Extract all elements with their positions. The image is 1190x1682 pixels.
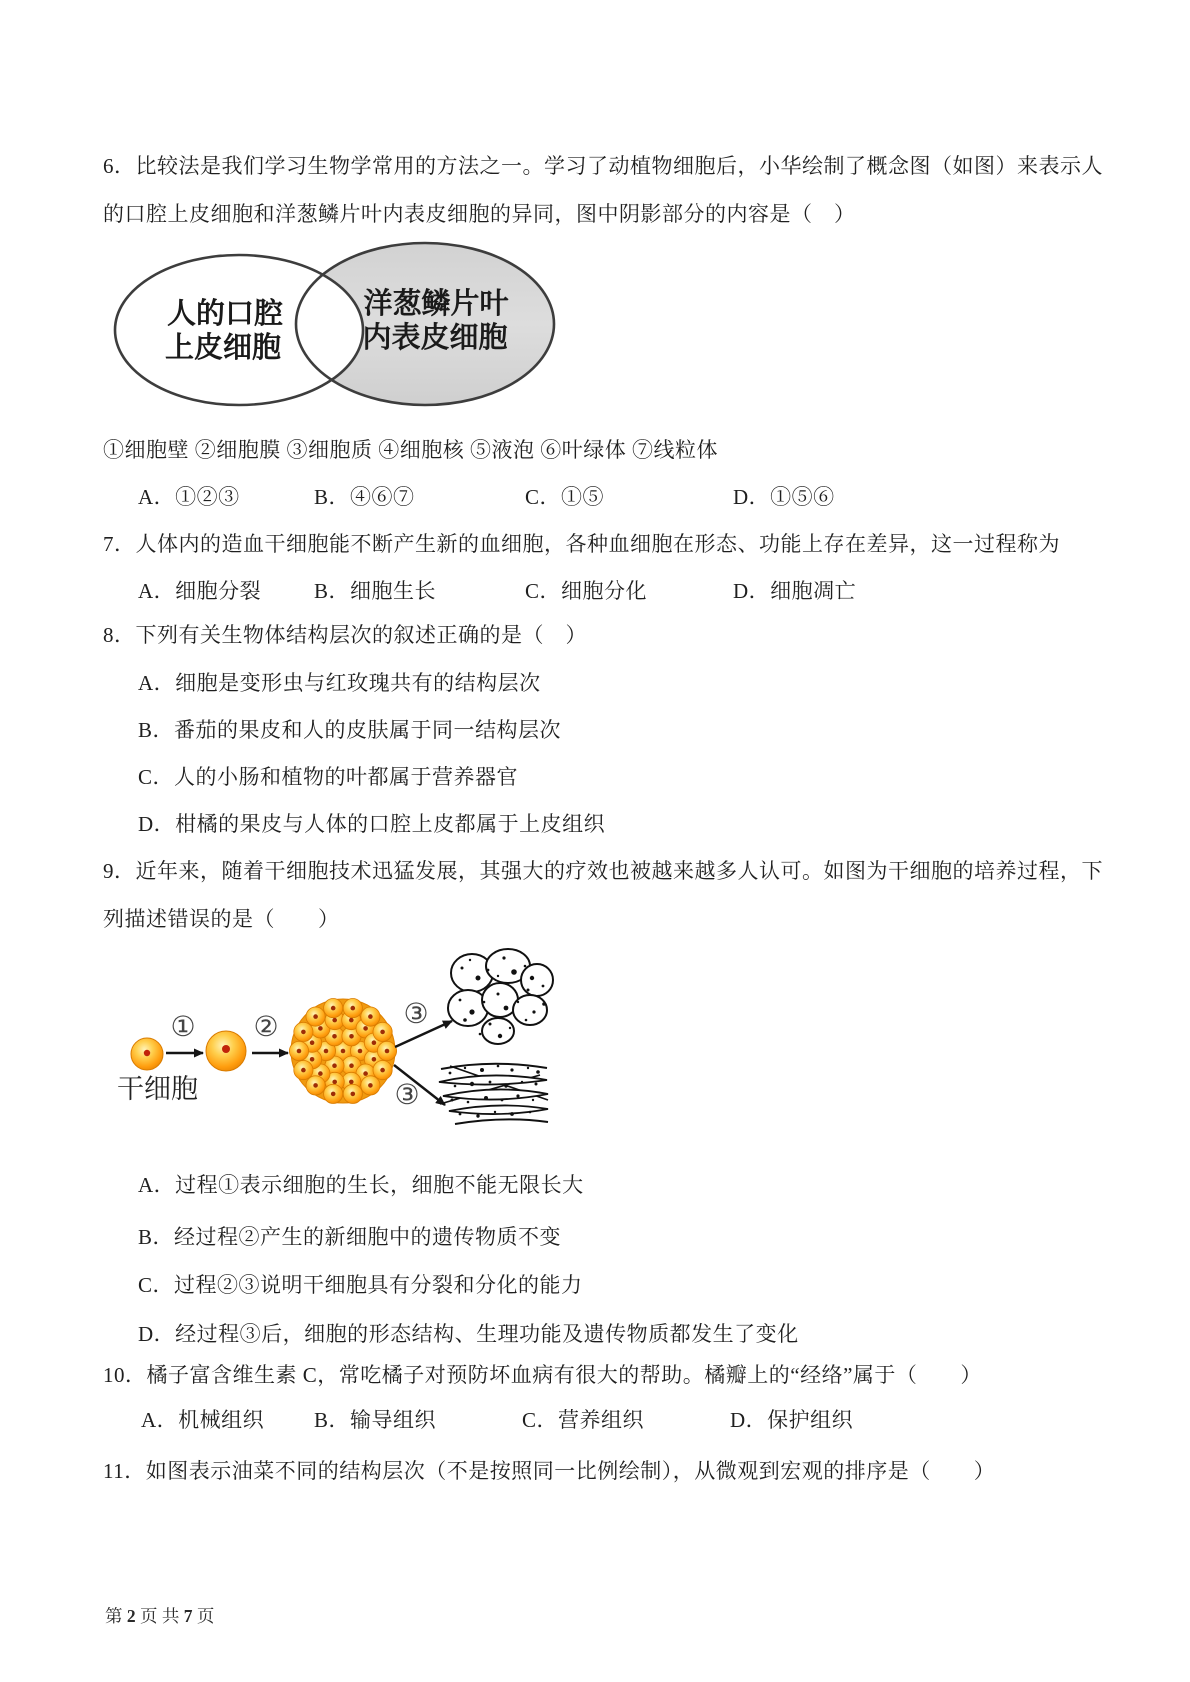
venn-diagram [100,220,570,412]
stem-cell-figure [100,928,590,1133]
process-1-label: ① [170,1012,196,1043]
q6-line-2: 的口腔上皮细胞和洋葱鳞片叶内表皮细胞的异同，图中阴影部分的内容是（ ） [103,202,856,226]
q6-option-a: A．①②③ [138,485,240,509]
footer-text-mid: 页 共 [135,1606,184,1626]
q8-option-b: B．番茄的果皮和人的皮肤属于同一结构层次 [138,718,562,742]
process-3-upper-label: ③ [403,999,429,1030]
q10-option-b: B．输导组织 [314,1408,437,1432]
q7-option-a: A．细胞分裂 [138,579,262,603]
q6-line-1: 6．比较法是我们学习生物学常用的方法之一。学习了动植物细胞后，小华绘制了概念图（如图）来表示人 [103,154,1103,178]
stem-cell-caption: 干细胞 [117,1074,198,1104]
footer-total-pages: 7 [183,1606,193,1626]
process-3-lower-label: ③ [394,1080,420,1111]
q10-line-1: 10．橘子富含维生素 C，常吃橘子对预防坏血病有很大的帮助。橘瓣上的“经络”属于（ ） [103,1363,982,1387]
q7-option-d: D．细胞凋亡 [733,579,857,603]
venn-left-label-line2: 上皮细胞 [164,332,282,364]
q6-option-d: D．①⑤⑥ [733,485,835,509]
q9-option-d: D．经过程③后，细胞的形态结构、生理功能及遗传物质都发生了变化 [138,1322,799,1346]
venn-right-label-line1: 洋葱鳞片叶 [363,288,509,320]
q9-line-1: 9．近年来，随着干细胞技术迅猛发展，其强大的疗效也被越来越多人认可。如图为干细胞的培养过程，下 [103,859,1103,883]
q9-option-a: A．过程①表示细胞的生长，细胞不能无限长大 [138,1173,584,1197]
q11-line-1: 11．如图表示油菜不同的结构层次（不是按照同一比例绘制），从微观到宏观的排序是（ ） [103,1459,996,1483]
q10-option-a: A．机械组织 [141,1408,265,1432]
tissue-spindle-cells [439,1064,548,1124]
page-footer [105,1603,214,1628]
q8-line-1: 8．下列有关生物体结构层次的叙述正确的是（ ） [103,623,587,647]
q8-option-a: A．细胞是变形虫与红玫瑰共有的结构层次 [138,671,541,695]
stem-cell-grown [206,1031,246,1071]
q9-option-b: B．经过程②产生的新细胞中的遗传物质不变 [138,1225,562,1249]
q9-option-c: C．过程②③说明干细胞具有分裂和分化的能力 [138,1273,583,1297]
q6-legend: ①细胞壁 ②细胞膜 ③细胞质 ④细胞核 ⑤液泡 ⑥叶绿体 ⑦线粒体 [103,438,718,462]
q6-option-b: B．④⑥⑦ [314,485,415,509]
cell-cluster [289,999,396,1104]
q7-line-1: 7．人体内的造血干细胞能不断产生新的血细胞，各种血细胞在形态、功能上存在差异，这一过程称为 [103,532,1060,556]
q8-option-d: D．柑橘的果皮与人体的口腔上皮都属于上皮组织 [138,812,606,836]
footer-text: 第 [105,1606,127,1626]
q10-option-d: D．保护组织 [730,1408,854,1432]
tissue-round-cells [448,949,553,1044]
venn-right-label-line2: 内表皮细胞 [362,322,508,354]
q6-option-c: C．①⑤ [525,485,605,509]
venn-left-label-line1: 人的口腔 [166,298,284,330]
q9-line-2: 列描述错误的是（ ） [103,907,340,931]
q10-option-c: C．营养组织 [522,1408,645,1432]
process-2-label: ② [253,1012,279,1043]
q8-option-c: C．人的小肠和植物的叶都属于营养器官 [138,765,519,789]
stem-cell-small [131,1038,163,1070]
footer-page-number: 2 [126,1606,136,1626]
q7-option-c: C．细胞分化 [525,579,648,603]
footer-text-end: 页 [192,1606,215,1626]
q7-option-b: B．细胞生长 [314,579,437,603]
